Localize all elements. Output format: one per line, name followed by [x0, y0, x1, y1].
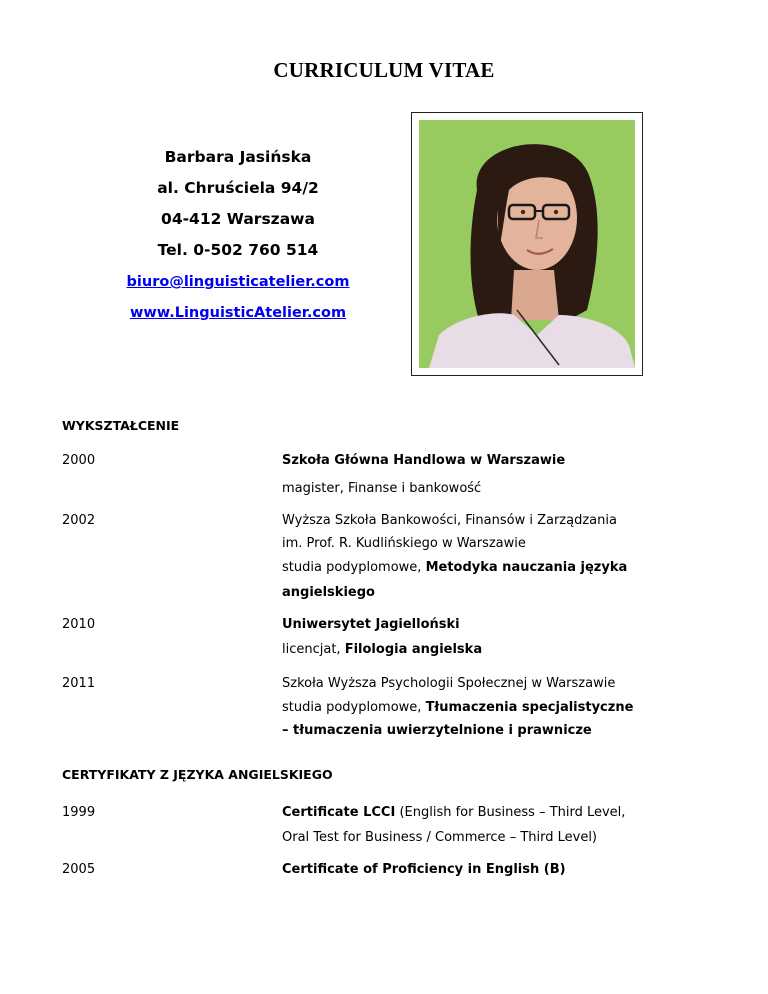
- education-school: Szkoła Główna Handlowa w Warszawie: [282, 453, 566, 468]
- email-link[interactable]: biuro@linguisticatelier.com: [126, 274, 350, 290]
- certificate-item: [282, 805, 625, 820]
- section-heading-education: WYKSZTAŁCENIE: [62, 418, 180, 433]
- portrait-photo-frame: [411, 112, 643, 376]
- education-field: Metodyka nauczania języka: [425, 560, 628, 575]
- education-school: Uniwersytet Jagielloński: [282, 617, 460, 632]
- education-year-2002: 2002: [62, 513, 96, 528]
- education-school: Wyższa Szkoła Bankowości, Finansów i Zarządzania: [282, 513, 617, 528]
- certificate-year-1999: 1999: [62, 805, 96, 820]
- contact-city: 04-412 Warszawa: [161, 210, 315, 228]
- education-degree: [282, 642, 482, 657]
- certificate-detail: (English for Business – Third Level,: [395, 805, 626, 820]
- contact-block: [100, 142, 376, 328]
- education-degree: [282, 560, 627, 575]
- contact-name: Barbara Jasińska: [164, 148, 312, 166]
- education-degree-type: licencjat,: [282, 642, 345, 657]
- education-field-continued: – tłumaczenia uwierzytelnione i prawnicze: [282, 723, 592, 738]
- certificate-year-2005: 2005: [62, 862, 96, 877]
- section-heading-certificates: CERTYFIKATY Z JĘZYKA ANGIELSKIEGO: [62, 767, 333, 782]
- contact-phone: Tel. 0-502 760 514: [157, 241, 319, 259]
- education-degree-type: studia podyplomowe,: [282, 700, 426, 715]
- education-school: Szkoła Wyższa Psychologii Społecznej w Warszawie: [282, 676, 616, 691]
- education-field: Tłumaczenia specjalistyczne: [425, 700, 634, 715]
- education-field: Filologia angielska: [344, 642, 483, 657]
- education-year-2011: 2011: [62, 676, 96, 691]
- document-title: CURRICULUM VITAE: [273, 58, 495, 82]
- contact-street: al. Chruściela 94/2: [157, 179, 319, 197]
- education-school-detail: im. Prof. R. Kudlińskiego w Warszawie: [282, 536, 526, 551]
- education-field-continued: angielskiego: [282, 585, 375, 600]
- certificate-name: Certificate LCCI: [282, 805, 396, 820]
- certificate-detail-continued: Oral Test for Business / Commerce – Third Level): [282, 830, 598, 845]
- website-link[interactable]: www.LinguisticAtelier.com: [129, 305, 347, 321]
- portrait-photo: [419, 120, 635, 368]
- education-degree: [282, 700, 633, 715]
- education-degree: magister, Finanse i bankowość: [282, 481, 482, 496]
- education-degree-type: studia podyplomowe,: [282, 560, 426, 575]
- certificate-name: Certificate of Proficiency in English (B): [282, 862, 566, 877]
- education-year-2010: 2010: [62, 617, 96, 632]
- education-year-2000: 2000: [62, 453, 96, 468]
